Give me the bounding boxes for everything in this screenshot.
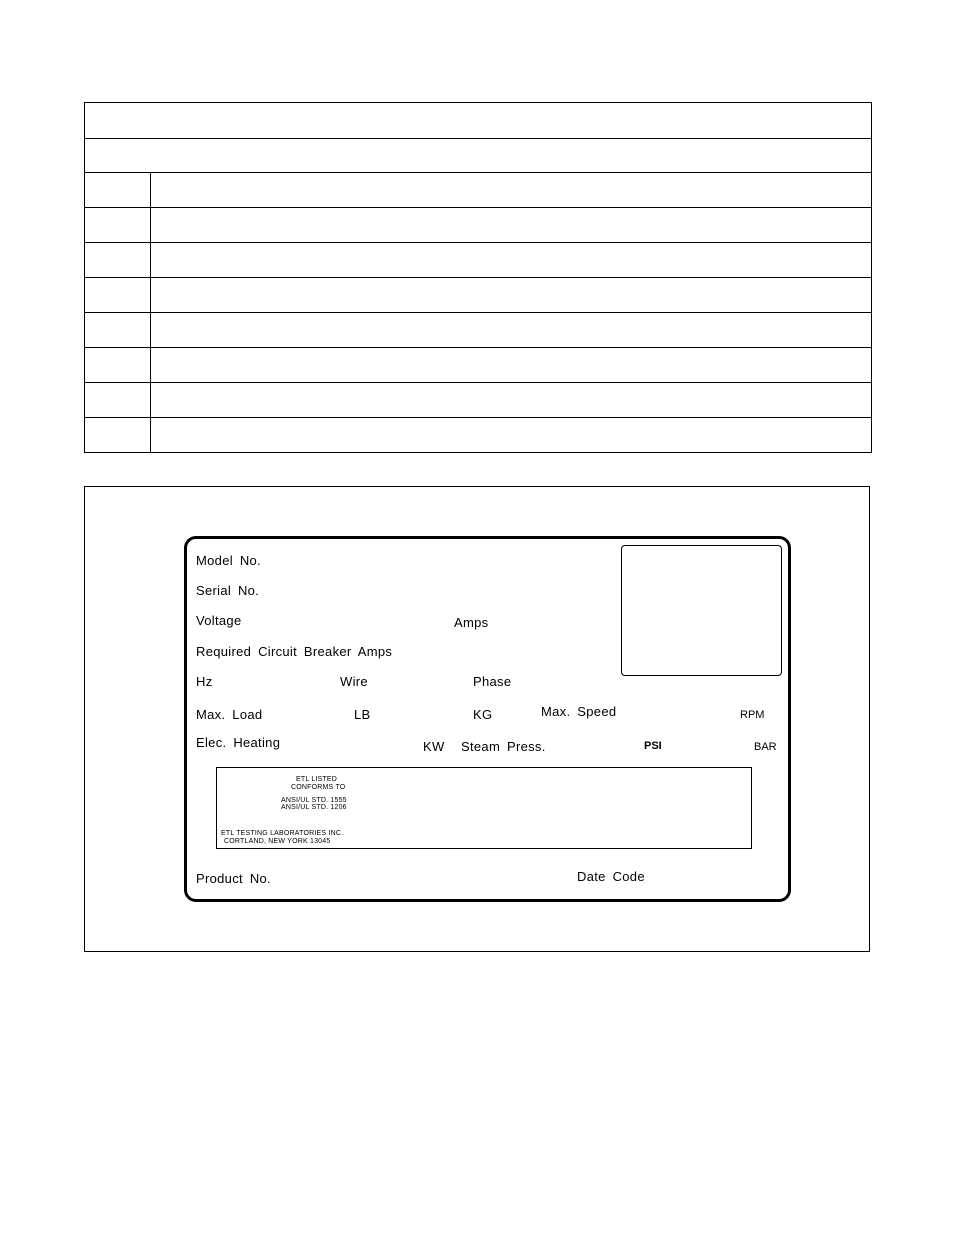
table-cell-entry xyxy=(151,243,871,277)
table-row xyxy=(85,173,871,208)
wire-label: Wire xyxy=(340,674,368,689)
rpm-unit: RPM xyxy=(740,709,765,721)
record-table xyxy=(84,102,872,453)
date-code-label: Date Code xyxy=(577,869,645,884)
table-cell-index xyxy=(85,418,151,452)
table-cell-index xyxy=(85,208,151,242)
table-cell-entry xyxy=(151,313,871,347)
serial-no-label: Serial No. xyxy=(196,583,260,598)
table-cell-index xyxy=(85,173,151,207)
table-row xyxy=(85,383,871,418)
max-load-label: Max. Load xyxy=(196,707,263,722)
table-row xyxy=(85,418,871,452)
steam-press-label: Steam Press. xyxy=(461,739,546,754)
table-row xyxy=(85,243,871,278)
hz-label: Hz xyxy=(196,674,213,689)
kw-unit: KW xyxy=(423,739,445,754)
product-no-label: Product No. xyxy=(196,871,271,886)
etl-lab-address: CORTLAND, NEW YORK 13045 xyxy=(224,838,331,845)
kg-unit: KG xyxy=(473,707,493,722)
table-cell-entry xyxy=(151,173,871,207)
table-cell-index xyxy=(85,383,151,417)
lb-unit: LB xyxy=(354,707,371,722)
breaker-label: Required Circuit Breaker Amps xyxy=(196,644,393,659)
amps-label: Amps xyxy=(454,615,489,630)
table-cell-index xyxy=(85,313,151,347)
etl-standard-1: ANSI/UL STD. 1555 xyxy=(281,797,347,804)
etl-listed-text: ETL LISTED xyxy=(296,776,338,783)
table-row xyxy=(85,313,871,348)
table-cell-entry xyxy=(151,383,871,417)
bar-unit: BAR xyxy=(754,741,777,753)
table-cell-index xyxy=(85,278,151,312)
etl-conforms-text: CONFORMS TO xyxy=(291,784,346,791)
table-cell-entry xyxy=(151,278,871,312)
etl-standard-2: ANSI/UL STD. 1206 xyxy=(281,804,347,811)
etl-lab-name: ETL TESTING LABORATORIES INC. xyxy=(221,830,344,837)
table-cell-index xyxy=(85,243,151,277)
phase-label: Phase xyxy=(473,674,512,689)
model-no-label: Model No. xyxy=(196,553,261,568)
psi-unit: PSI xyxy=(644,740,662,752)
table-row xyxy=(85,278,871,313)
table-subheader-row xyxy=(85,139,871,173)
table-cell-entry xyxy=(151,418,871,452)
table-cell-entry xyxy=(151,348,871,382)
table-cell-entry xyxy=(151,208,871,242)
table-row xyxy=(85,208,871,243)
table-header-row xyxy=(85,103,871,139)
voltage-label: Voltage xyxy=(196,613,242,628)
table-cell-index xyxy=(85,348,151,382)
table-row xyxy=(85,348,871,383)
elec-heating-label: Elec. Heating xyxy=(196,735,281,750)
logo-box xyxy=(621,545,782,676)
max-speed-label: Max. Speed xyxy=(541,704,617,719)
